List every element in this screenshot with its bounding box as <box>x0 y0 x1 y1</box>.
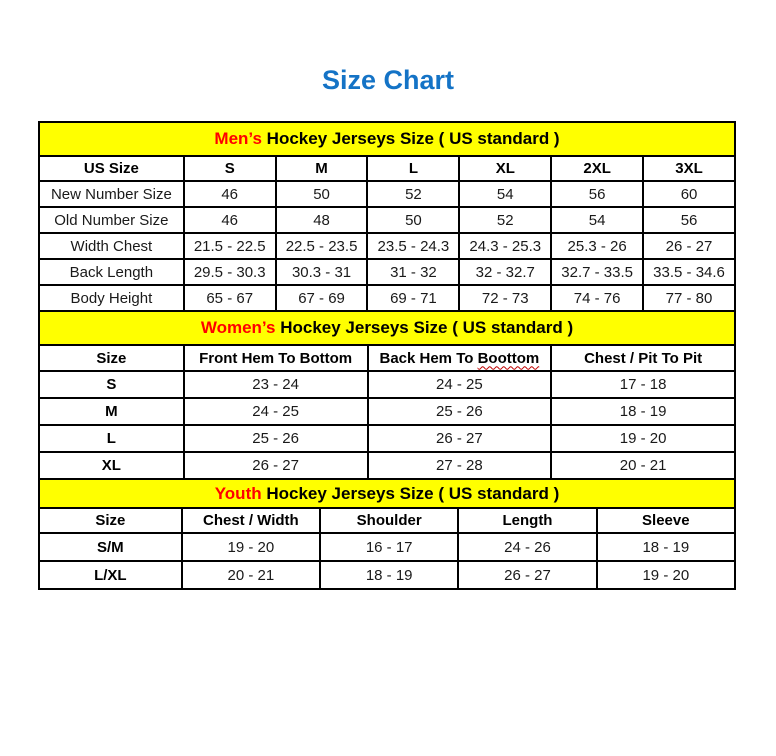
mens-table-body <box>39 181 735 311</box>
size-value-cell: 46 <box>184 181 276 207</box>
size-value-cell: 60 <box>643 181 735 207</box>
youth-table-body <box>39 533 735 589</box>
row-label: L/XL <box>39 561 182 589</box>
size-value-cell: 72 - 73 <box>459 285 551 311</box>
size-value-cell: 54 <box>551 207 643 233</box>
size-value-cell: 23 - 24 <box>184 371 368 398</box>
caption-category: Men’s <box>214 129 262 148</box>
size-value-cell: 67 - 69 <box>276 285 368 311</box>
size-value-cell: 50 <box>367 207 459 233</box>
size-value-cell: 56 <box>643 207 735 233</box>
caption-text: Hockey Jerseys Size ( US standard ) <box>261 483 560 503</box>
size-value-cell: 32 - 32.7 <box>459 259 551 285</box>
caption-row <box>39 122 735 156</box>
column-header-row <box>39 156 735 181</box>
size-value-cell: 33.5 - 34.6 <box>643 259 735 285</box>
size-value-cell: 30.3 - 31 <box>276 259 368 285</box>
table-row <box>39 371 735 398</box>
size-value-cell: 22.5 - 23.5 <box>276 233 368 259</box>
size-chart <box>38 121 736 590</box>
size-value-cell: 52 <box>459 207 551 233</box>
size-value-cell: 26 - 27 <box>368 425 552 452</box>
row-label: XL <box>39 452 184 479</box>
mens-size-table <box>38 121 736 312</box>
size-value-cell: 54 <box>459 181 551 207</box>
column-header: Chest / Pit To Pit <box>551 345 735 371</box>
size-value-cell: 65 - 67 <box>184 285 276 311</box>
size-value-cell: 24 - 25 <box>368 371 552 398</box>
size-value-cell: 26 - 27 <box>458 561 596 589</box>
caption-category: Youth <box>214 483 262 503</box>
size-value-cell: 18 - 19 <box>551 398 735 425</box>
column-header: Chest / Width <box>182 508 320 533</box>
row-label: Width Chest <box>39 233 184 259</box>
size-value-cell: 19 - 20 <box>182 533 320 561</box>
column-header: Size <box>39 508 182 533</box>
column-header: Length <box>458 508 596 533</box>
caption-row <box>39 311 735 345</box>
table-row <box>39 561 735 589</box>
column-header: 3XL <box>643 156 735 181</box>
size-value-cell: 24.3 - 25.3 <box>459 233 551 259</box>
row-label: Old Number Size <box>39 207 184 233</box>
size-value-cell: 26 - 27 <box>184 452 368 479</box>
size-value-cell: 31 - 32 <box>367 259 459 285</box>
size-value-cell: 24 - 25 <box>184 398 368 425</box>
row-label: Back Length <box>39 259 184 285</box>
size-value-cell: 24 - 26 <box>458 533 596 561</box>
size-value-cell: 56 <box>551 181 643 207</box>
table-row <box>39 285 735 311</box>
table-caption-cell <box>39 311 735 345</box>
table-row <box>39 452 735 479</box>
size-value-cell: 16 - 17 <box>320 533 458 561</box>
column-header: Back Hem To Boottom <box>368 345 552 371</box>
misspelled-word: Boottom <box>477 349 540 367</box>
column-header: Size <box>39 345 184 371</box>
size-value-cell: 29.5 - 30.3 <box>184 259 276 285</box>
size-value-cell: 27 - 28 <box>368 452 552 479</box>
size-value-cell: 25 - 26 <box>368 398 552 425</box>
row-label: M <box>39 398 184 425</box>
column-header: 2XL <box>551 156 643 181</box>
caption-text: Hockey Jerseys Size ( US standard ) <box>261 129 560 148</box>
table-row <box>39 398 735 425</box>
size-value-cell: 48 <box>276 207 368 233</box>
size-value-cell: 17 - 18 <box>551 371 735 398</box>
column-header: Front Hem To Bottom <box>184 345 368 371</box>
row-label: S/M <box>39 533 182 561</box>
size-value-cell: 18 - 19 <box>320 561 458 589</box>
row-label: S <box>39 371 184 398</box>
size-value-cell: 20 - 21 <box>551 452 735 479</box>
row-label: Body Height <box>39 285 184 311</box>
table-row <box>39 181 735 207</box>
column-header: XL <box>459 156 551 181</box>
size-value-cell: 23.5 - 24.3 <box>367 233 459 259</box>
column-header: L <box>367 156 459 181</box>
size-value-cell: 26 - 27 <box>643 233 735 259</box>
caption-text: Hockey Jerseys Size ( US standard ) <box>275 318 574 337</box>
caption-category: Women’s <box>200 318 276 337</box>
table-row <box>39 425 735 452</box>
size-value-cell: 19 - 20 <box>597 561 735 589</box>
womens-table-body <box>39 371 735 479</box>
table-caption-cell <box>39 479 735 508</box>
size-value-cell: 77 - 80 <box>643 285 735 311</box>
column-header: S <box>184 156 276 181</box>
row-label: L <box>39 425 184 452</box>
size-value-cell: 20 - 21 <box>182 561 320 589</box>
size-value-cell: 46 <box>184 207 276 233</box>
table-row <box>39 233 735 259</box>
womens-size-table <box>38 310 736 480</box>
row-label: New Number Size <box>39 181 184 207</box>
column-header: US Size <box>39 156 184 181</box>
size-value-cell: 21.5 - 22.5 <box>184 233 276 259</box>
size-value-cell: 25 - 26 <box>184 425 368 452</box>
caption-row <box>39 479 735 508</box>
youth-size-table <box>38 478 736 590</box>
table-row <box>39 259 735 285</box>
table-caption-cell <box>39 122 735 156</box>
column-header-row <box>39 345 735 371</box>
size-value-cell: 50 <box>276 181 368 207</box>
table-row <box>39 207 735 233</box>
size-value-cell: 18 - 19 <box>597 533 735 561</box>
size-value-cell: 69 - 71 <box>367 285 459 311</box>
column-header: Sleeve <box>597 508 735 533</box>
column-header-row <box>39 508 735 533</box>
size-value-cell: 74 - 76 <box>551 285 643 311</box>
page-title: Size Chart <box>321 65 455 95</box>
size-value-cell: 52 <box>367 181 459 207</box>
size-value-cell: 32.7 - 33.5 <box>551 259 643 285</box>
column-header: M <box>276 156 368 181</box>
size-value-cell: 25.3 - 26 <box>551 233 643 259</box>
column-header: Shoulder <box>320 508 458 533</box>
table-row <box>39 533 735 561</box>
size-value-cell: 19 - 20 <box>551 425 735 452</box>
